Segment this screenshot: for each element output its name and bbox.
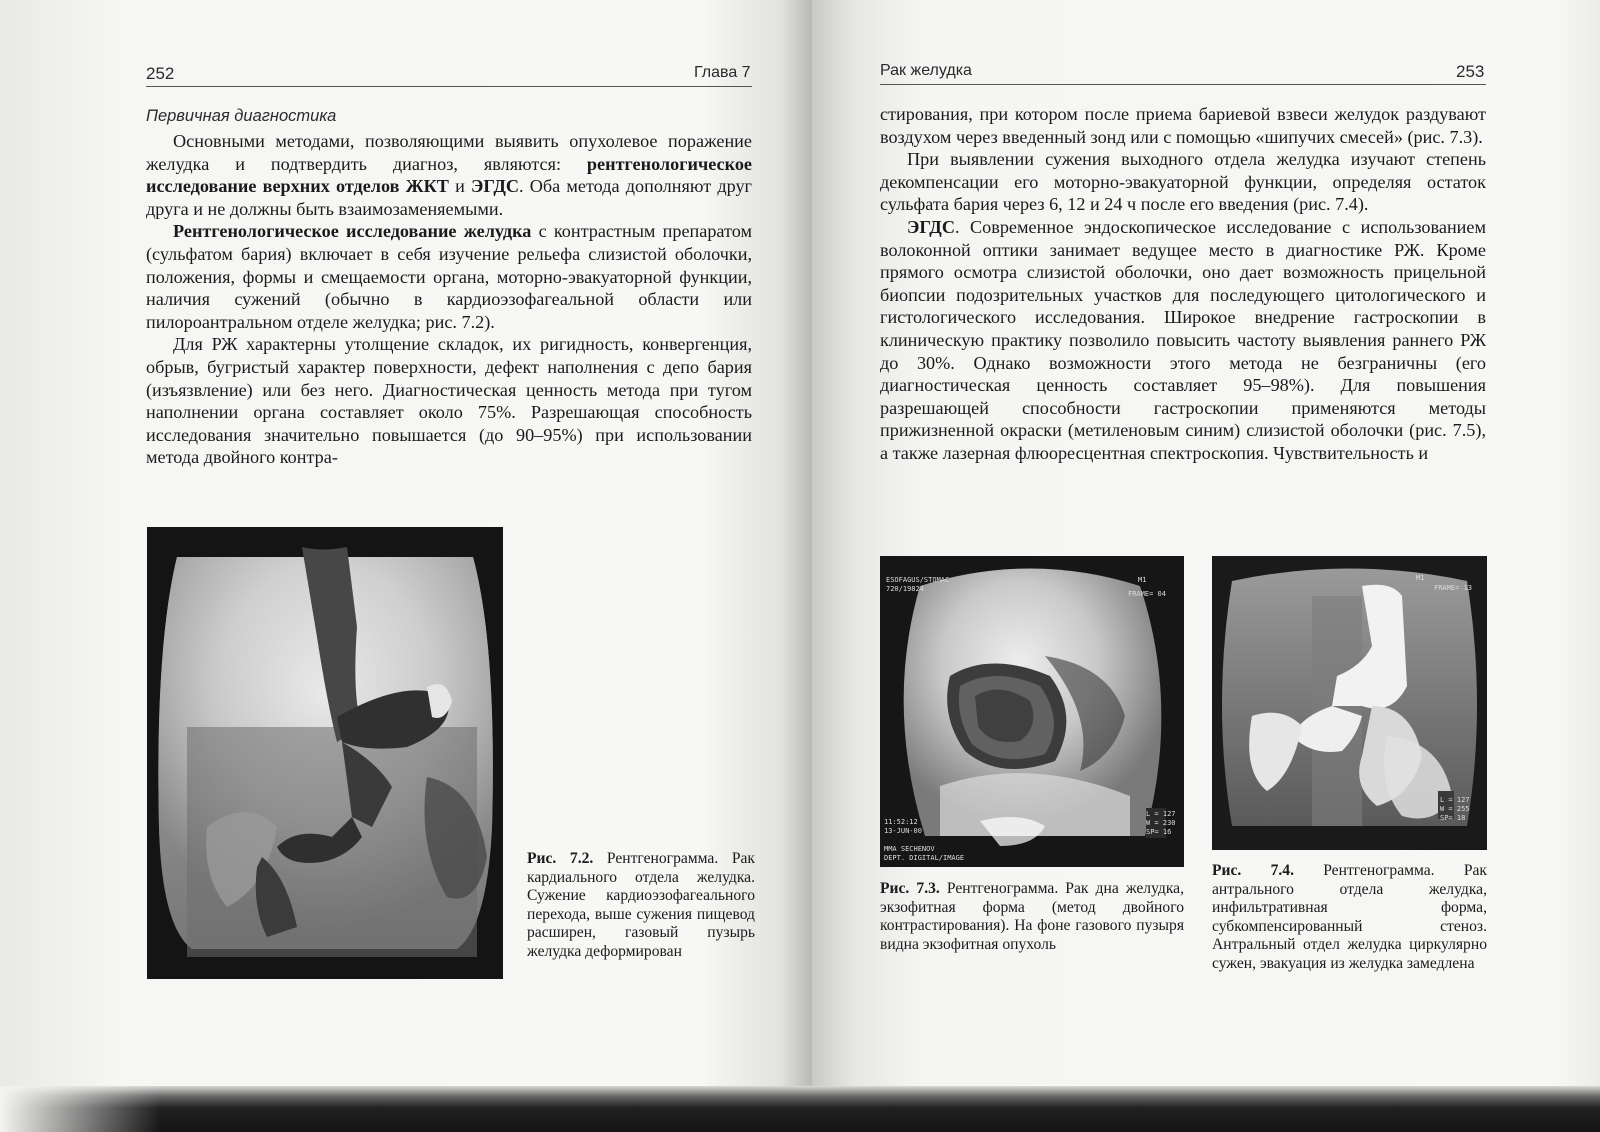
right-header-rule	[880, 84, 1486, 85]
figure-label: Рис. 7.2.	[527, 850, 594, 867]
bold-term: Рентгенологическое исследование желудка	[173, 221, 532, 242]
body-paragraph	[146, 333, 752, 469]
left-page-number: 252	[146, 64, 175, 83]
bold-term: ЭГДС	[907, 216, 955, 237]
text-run: . Современное эндоскопическое исследование с использованием волоконной оптики занимает ведущее место в диагностике РЖ. Кроме прямого осмотра слизистой оболочки, оно дает возможность прицельной биопсии подозрительных участков для последующего цитологического и гистологического исследования. Широкое внедрение гастроскопии в клиническую практику позволило повысить частоту выявления раннего РЖ до 30%. Однако возможности этого метода не безграничны (его диагностическая ценность составляет 95–98%). Для повышения разрешающей способности гастроскопии применяются методы прижизненной окраски (метиленовым синим) слизистой оболочки (рис. 7.5), а также лазерная флюоресцентная спектроскопия. Чувствительность и	[880, 216, 1486, 463]
body-paragraph	[880, 103, 1486, 148]
text-run: стирования, при котором после приема бариевой взвеси желудок раздувают воздухом через введенный зонд или с помощью «шипучих смесей» (рис. 7.3).	[880, 104, 1486, 147]
overlay-bottom-right: L = 127 W = 255 SP= 18	[1440, 796, 1470, 822]
overlay-top-right-a: M1	[1416, 574, 1425, 582]
right-page-number: 253	[1456, 62, 1485, 81]
overlay-top-left: ESOFAGUS/STOMAC 720/19824	[886, 576, 950, 593]
left-body-text	[146, 130, 752, 469]
caption-text: Рентгенограмма. Рак кардиального отдела желудка. Сужение кардиоэзофагеального перехода, выше сужения пищевод расширен, газовый пузырь желудка деформирован	[527, 850, 755, 960]
overlay-bottom-right: L = 127 W = 230 SP= 16	[1146, 810, 1176, 836]
figure-7-3-caption	[880, 880, 1184, 954]
xray-figure-7-3	[880, 556, 1184, 867]
text-run: Основными методами, позволяющими выявить опухолевое поражение желудка и подтвердить диагноз, являются:	[146, 131, 752, 174]
caption-text: Рентгенограмма. Рак антрального отдела желудка, инфильтративная форма, субкомпенсированный стеноз. Антральный отдел желудка циркулярно сужен, эвакуация из желудка замедлена	[1212, 862, 1487, 972]
overlay-top-right-b: FRAME= 13	[1434, 584, 1472, 592]
caption-text: Рентгенограмма. Рак дна желудка, экзофитная форма (метод двойного контрастирования). На фоне газового пузыря видна экзофитная опухоль	[880, 880, 1184, 953]
bold-term: рентгенологическое исследование верхних отделов ЖКТ	[146, 153, 752, 197]
overlay-top-right-b: FRAME= 04	[1128, 590, 1166, 598]
figure-label: Рис. 7.4.	[1212, 862, 1294, 879]
overlay-bottom-left: 11:52:12 13-JUN-00 MMA SECHENOV DEPT. DIGITAL/IMAGE	[884, 818, 965, 862]
text-run: Для РЖ характерны утолщение складок, их ригидность, конвергенция, обрыв, бугристый характер поверхности, дефект наполнения с депо бария (изъязвление) или без него. Диагностическая ценность метода при тугом наполнении органа составляет около 75%. Разрешающая способность исследования значительно повышается (до 90–95%) при использовании метода двойного контра-	[146, 334, 752, 468]
body-paragraph	[880, 216, 1486, 465]
section-subheading: Первичная диагностика	[146, 107, 337, 125]
left-header-rule	[146, 86, 752, 87]
left-running-header: Глава 7	[694, 64, 751, 81]
body-paragraph	[146, 220, 752, 333]
bold-term: ЭГДС	[471, 176, 520, 197]
body-paragraph	[146, 130, 752, 220]
text-run: с контрастным препаратом (сульфатом бария) включает в себя изучение рельефа слизистой оболочки, положения, формы и смещаемости органа, моторно-эвакуаторной функции, наличия сужений (обычно в кардиоэзофагеальной области или пилороантральном отделе желудка; рис. 7.2).	[146, 221, 752, 332]
xray-figure-7-4	[1212, 556, 1487, 850]
text-run: . Оба метода дополняют друг друга и не должны быть взаимозаменяемыми.	[146, 176, 752, 219]
figure-7-2-caption	[527, 850, 755, 962]
text-run: и	[448, 176, 472, 197]
figure-label: Рис. 7.3.	[880, 880, 940, 897]
body-paragraph	[880, 148, 1486, 216]
figure-7-4-caption	[1212, 862, 1487, 974]
text-run: При выявлении сужения выходного отдела желудка изучают степень декомпенсации его моторно-эвакуаторной функции, определяя остаток сульфата бария через 6, 12 и 24 ч после его введения (рис. 7.4).	[880, 149, 1486, 215]
xray-figure-7-2	[147, 527, 503, 979]
book-edge-shadow	[0, 1086, 1600, 1132]
overlay-top-right-a: M1	[1138, 576, 1147, 584]
right-running-header: Рак желудка	[880, 62, 972, 79]
right-body-text	[880, 103, 1486, 465]
